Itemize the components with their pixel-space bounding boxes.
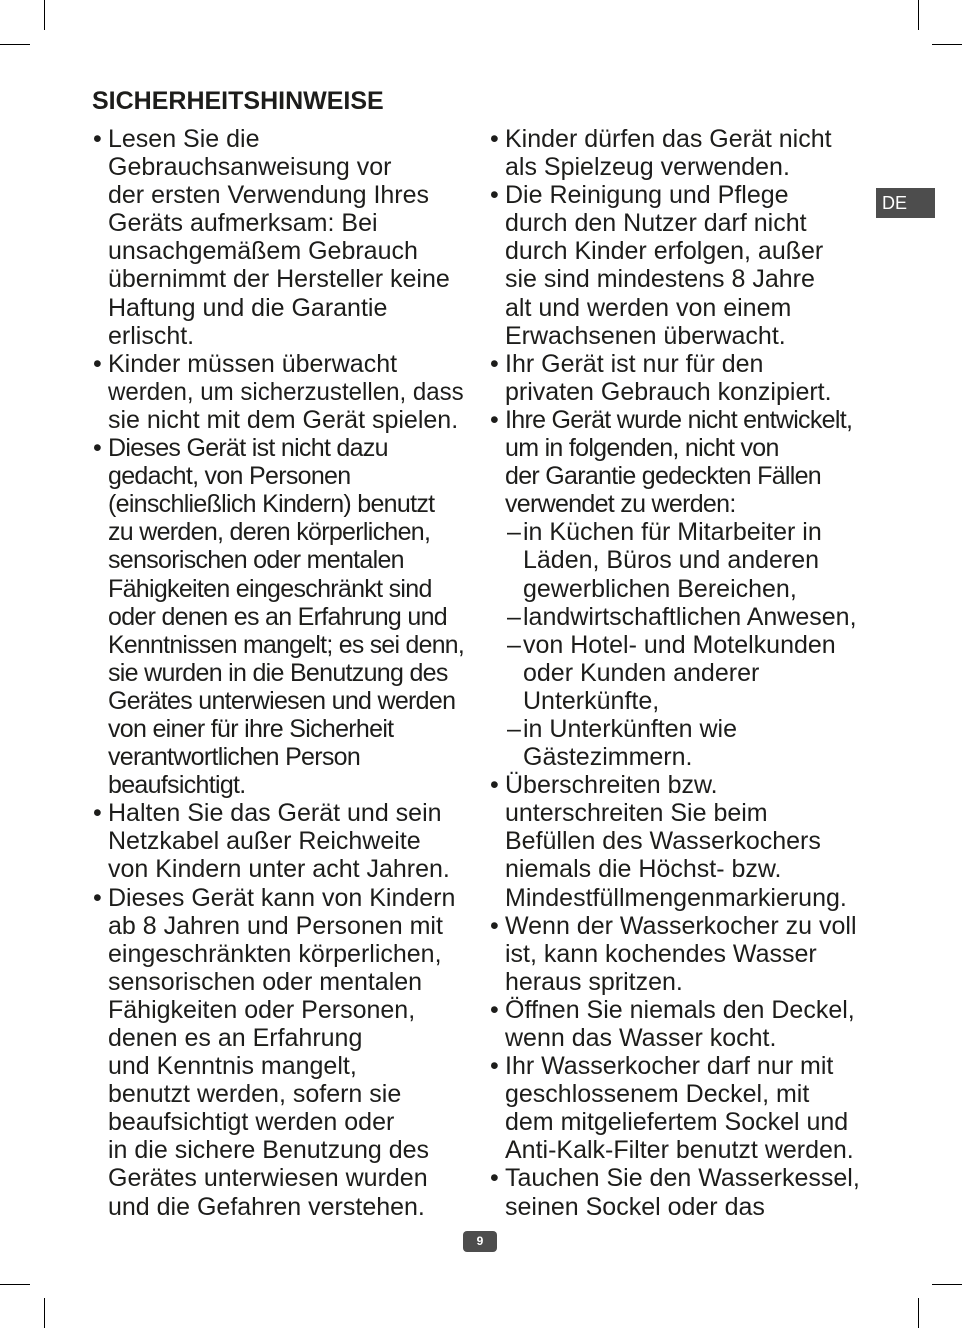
- list-item-text: und Kenntnis mangelt,: [108, 1052, 357, 1081]
- bullet-marker: •: [490, 349, 499, 378]
- list-item-line: [489, 237, 869, 265]
- list-item-text: seinen Sockel oder das: [505, 1192, 765, 1221]
- list-item-text: Haftung und die Garantie: [108, 293, 388, 322]
- list-item-line: [92, 406, 472, 434]
- page-title: SICHERHEITSHINWEISE: [92, 87, 384, 115]
- list-item-text: niemals die Höchst- bzw.: [505, 855, 782, 884]
- list-item-line: [92, 687, 472, 715]
- bullet-marker: •: [93, 799, 102, 828]
- bullet-marker: •: [490, 405, 499, 434]
- sub-list-item-text: Gästezimmern.: [523, 743, 693, 772]
- list-item-line: [489, 771, 869, 799]
- list-item-text: als Spielzeug verwenden.: [505, 153, 790, 182]
- list-item-line: [92, 659, 472, 687]
- list-item-text: Wenn der Wasserkocher zu voll: [505, 911, 857, 940]
- sub-list-item: [489, 631, 869, 715]
- sub-list-item-text: von Hotel- und Motelkunden: [523, 630, 836, 659]
- list-item-text: Mindestfüllmengenmarkierung.: [505, 883, 847, 912]
- list-item-line: [489, 125, 869, 153]
- list-item-line: [489, 968, 869, 996]
- list-item-text: sensorischen oder mentalen: [108, 546, 404, 575]
- list-item-text: beaufsichtigt.: [108, 771, 246, 800]
- list-item-text: Befüllen des Wasserkochers: [505, 827, 821, 856]
- list-item-line: [92, 181, 472, 209]
- list-item-line: [92, 799, 472, 827]
- list-item-line: [489, 1052, 869, 1080]
- list-item: [489, 125, 869, 181]
- list-item-line: [489, 884, 869, 912]
- list-item-text: Kinder dürfen das Gerät nicht: [505, 125, 832, 153]
- list-item-line: [92, 1136, 472, 1164]
- list-item-text: Kenntnissen mangelt; es sei denn,: [108, 630, 465, 659]
- list-item-line: [92, 715, 472, 743]
- list-item-line: [489, 912, 869, 940]
- list-item-line: [92, 434, 472, 462]
- list-item-text: oder denen es an Erfahrung und: [108, 602, 447, 631]
- dash-marker: –: [507, 714, 521, 743]
- list-item-line: [92, 771, 472, 799]
- list-item-text: benutzt werden, sofern sie: [108, 1080, 402, 1109]
- list-item-line: [92, 1052, 472, 1080]
- list-item-line: [92, 237, 472, 265]
- sub-list-item-text: in Unterkünften wie: [523, 714, 738, 743]
- list-item-text: unterschreiten Sie beim: [505, 799, 768, 828]
- list-item-text: Erwachsenen überwacht.: [505, 321, 786, 350]
- list-item: [489, 912, 869, 996]
- list-item-text: verantwortlichen Person: [108, 743, 361, 772]
- sub-list-item-line: [489, 546, 869, 574]
- bullet-marker: •: [490, 1052, 499, 1081]
- right-column: [489, 125, 869, 1221]
- sub-list-item-text: landwirtschaftlichen Anwesen,: [523, 602, 857, 631]
- list-item-line: [489, 1164, 869, 1192]
- list-item: [489, 996, 869, 1052]
- list-item-line: [92, 153, 472, 181]
- list-item-line: [489, 209, 869, 237]
- list-item-line: [489, 996, 869, 1024]
- crop-mark-top-right-horizontal: [932, 44, 962, 45]
- list-item-line: [489, 378, 869, 406]
- list-item-line: [489, 799, 869, 827]
- list-item-line: [489, 1108, 869, 1136]
- list-item-line: [92, 322, 472, 350]
- list-item-text: sie nicht mit dem Gerät spielen.: [108, 405, 459, 434]
- list-item-line: [92, 125, 472, 153]
- list-item-text: Gebrauchsanweisung vor: [108, 153, 392, 182]
- list-item-line: [92, 1164, 472, 1192]
- list-item-line: [92, 575, 472, 603]
- list-item-line: [92, 940, 472, 968]
- dash-marker: –: [507, 630, 521, 659]
- list-item-line: [489, 265, 869, 293]
- dash-marker: –: [507, 518, 521, 547]
- list-item-line: [489, 181, 869, 209]
- bullet-marker: •: [490, 125, 499, 153]
- sub-list-item-text: in Küchen für Mitarbeiter in: [523, 518, 822, 547]
- list-item-line: [489, 1193, 869, 1221]
- list-item-text: Überschreiten bzw.: [505, 771, 718, 800]
- bullet-marker: •: [93, 349, 102, 378]
- list-item: [489, 771, 869, 911]
- list-item-text: um in folgenden, nicht von: [505, 434, 779, 463]
- list-item-line: [489, 1136, 869, 1164]
- sub-list-item-line: [489, 659, 869, 687]
- list-item-text: werden, um sicherzustellen, dass: [108, 377, 464, 406]
- sub-list-item-text: Läden, Büros und anderen: [523, 546, 820, 575]
- list-item-line: [489, 462, 869, 490]
- crop-mark-bottom-right-vertical: [918, 1298, 919, 1328]
- sub-list-item-text: gewerblichen Bereichen,: [523, 574, 797, 603]
- list-item: [489, 181, 869, 350]
- list-item-text: Gerätes unterwiesen wurden: [108, 1164, 428, 1193]
- list-item-text: übernimmt der Hersteller keine: [108, 265, 450, 294]
- list-item-line: [92, 743, 472, 771]
- list-item-line: [92, 603, 472, 631]
- list-item-text: geschlossenem Deckel, mit: [505, 1080, 810, 1109]
- list-item-text: Anti-Kalk-Filter benutzt werden.: [505, 1136, 854, 1165]
- list-item-text: Fähigkeiten oder Personen,: [108, 995, 416, 1024]
- list-item-text: sensorischen oder mentalen: [108, 967, 423, 996]
- list-item-text: ist, kann kochendes Wasser: [505, 939, 817, 968]
- list-item-text: heraus spritzen.: [505, 967, 683, 996]
- list-item-line: [92, 518, 472, 546]
- list-item-line: [489, 322, 869, 350]
- list-item: [489, 406, 869, 771]
- list-item-line: [489, 827, 869, 855]
- list-item: [92, 125, 472, 350]
- list-item-line: [92, 855, 472, 883]
- list-item-text: Ihre Gerät wurde nicht entwickelt,: [505, 405, 853, 434]
- list-item-line: [489, 940, 869, 968]
- crop-mark-bottom-left-horizontal: [0, 1284, 30, 1285]
- list-item-text: Kinder müssen überwacht: [108, 349, 398, 378]
- list-item-text: zu werden, deren körperlichen,: [108, 518, 431, 547]
- list-item-text: Halten Sie das Gerät und sein: [108, 799, 442, 828]
- list-item-line: [92, 546, 472, 574]
- crop-mark-bottom-right-horizontal: [932, 1284, 962, 1285]
- bullet-marker: •: [490, 995, 499, 1024]
- sub-list-item-text: Unterkünfte,: [523, 686, 660, 715]
- list-item-text: durch den Nutzer darf nicht: [505, 209, 807, 238]
- bullet-marker: •: [93, 883, 102, 912]
- list-item-text: denen es an Erfahrung: [108, 1024, 363, 1052]
- list-item-text: Geräts aufmerksam: Bei: [108, 209, 378, 238]
- list-item-text: dem mitgeliefertem Sockel und: [505, 1108, 849, 1137]
- list-item: [489, 1052, 869, 1164]
- list-item-text: wenn das Wasser kocht.: [505, 1024, 777, 1052]
- sub-list-item: [489, 603, 869, 631]
- list-item-line: [489, 294, 869, 322]
- list-item-line: [92, 996, 472, 1024]
- list-item-line: [92, 1024, 472, 1052]
- left-column: [92, 125, 472, 1221]
- sub-list-item-line: [489, 518, 869, 546]
- bullet-marker: •: [490, 911, 499, 940]
- list-item-line: [92, 912, 472, 940]
- list-item-text: Ihr Gerät ist nur für den: [505, 349, 764, 378]
- list-item-line: [489, 1080, 869, 1108]
- list-item-text: Ihr Wasserkocher darf nur mit: [505, 1052, 834, 1081]
- list-item: [92, 350, 472, 434]
- language-tab: DE: [876, 188, 935, 218]
- list-item-line: [92, 209, 472, 237]
- sub-list-item-line: [489, 715, 869, 743]
- sub-list-item-line: [489, 575, 869, 603]
- list-item-text: Tauchen Sie den Wasserkessel,: [505, 1164, 860, 1193]
- list-item-text: verwendet zu werden:: [505, 490, 736, 519]
- list-item-text: ab 8 Jahren und Personen mit: [108, 911, 443, 940]
- list-item-text: sie sind mindestens 8 Jahre: [505, 265, 815, 294]
- list-item-text: Öffnen Sie niemals den Deckel,: [505, 995, 855, 1024]
- sub-list-item: [489, 518, 869, 602]
- list-item-text: in die sichere Benutzung des: [108, 1136, 430, 1165]
- list-item-line: [489, 406, 869, 434]
- list-item-line: [92, 490, 472, 518]
- list-item: [92, 434, 472, 799]
- crop-mark-bottom-left-vertical: [44, 1298, 45, 1328]
- list-item-text: der ersten Verwendung Ihres: [108, 181, 430, 210]
- list-item-line: [92, 462, 472, 490]
- list-item-text: der Garantie gedeckten Fällen: [505, 462, 822, 491]
- list-item-text: Die Reinigung und Pflege: [505, 181, 789, 210]
- list-item-text: Fähigkeiten eingeschränkt sind: [108, 574, 432, 603]
- list-item-line: [92, 350, 472, 378]
- list-item: [489, 350, 869, 406]
- list-item-line: [489, 1024, 869, 1052]
- sub-list-item-text: oder Kunden anderer: [523, 658, 760, 687]
- list-item-line: [92, 884, 472, 912]
- page-number: 9: [463, 1231, 497, 1252]
- list-item: [489, 1164, 869, 1220]
- list-item-text: Gerätes unterwiesen und werden: [108, 686, 456, 715]
- list-item-text: Lesen Sie die: [108, 125, 260, 153]
- crop-mark-top-left-vertical: [44, 0, 45, 30]
- list-item-text: alt und werden von einem: [505, 293, 792, 322]
- list-item-text: (einschließlich Kindern) benutzt: [108, 490, 435, 519]
- list-item-text: unsachgemäßem Gebrauch: [108, 237, 418, 266]
- list-item-line: [92, 265, 472, 293]
- list-item-line: [92, 968, 472, 996]
- list-item-line: [92, 1108, 472, 1136]
- bullet-marker: •: [93, 125, 102, 153]
- list-item-text: von Kindern unter acht Jahren.: [108, 855, 450, 884]
- list-item-text: sie wurden in die Benutzung des: [108, 658, 448, 687]
- list-item-text: erlischt.: [108, 321, 195, 350]
- sub-list-item-line: [489, 743, 869, 771]
- list-item-line: [92, 294, 472, 322]
- list-item-line: [92, 631, 472, 659]
- list-item-text: gedacht, von Personen: [108, 462, 351, 491]
- list-item-text: und die Gefahren verstehen.: [108, 1192, 425, 1221]
- bullet-marker: •: [490, 181, 499, 210]
- list-item-text: Dieses Gerät kann von Kindern: [108, 883, 456, 912]
- crop-mark-top-left-horizontal: [0, 44, 30, 45]
- list-item-text: Dieses Gerät ist nicht dazu: [108, 434, 388, 463]
- sub-list-item-line: [489, 631, 869, 659]
- list-item-line: [489, 153, 869, 181]
- list-item: [92, 884, 472, 1221]
- list-item-line: [92, 827, 472, 855]
- list-item-line: [92, 1193, 472, 1221]
- list-item-line: [489, 855, 869, 883]
- list-item-line: [489, 490, 869, 518]
- crop-mark-top-right-vertical: [918, 0, 919, 30]
- list-item-line: [92, 378, 472, 406]
- list-item-line: [92, 1080, 472, 1108]
- list-item-text: privaten Gebrauch konzipiert.: [505, 377, 832, 406]
- dash-marker: –: [507, 602, 521, 631]
- sub-list-item-line: [489, 687, 869, 715]
- list-item-text: beaufsichtigt werden oder: [108, 1108, 395, 1137]
- list-item: [92, 799, 472, 883]
- bullet-marker: •: [93, 434, 102, 463]
- list-item-text: von einer für ihre Sicherheit: [108, 714, 394, 743]
- list-item-text: durch Kinder erfolgen, außer: [505, 237, 824, 266]
- bullet-marker: •: [490, 1164, 499, 1193]
- bullet-marker: •: [490, 771, 499, 800]
- list-item-line: [489, 350, 869, 378]
- list-item-text: eingeschränkten körperlichen,: [108, 939, 442, 968]
- list-item-line: [489, 434, 869, 462]
- list-item-text: Netzkabel außer Reichweite: [108, 827, 421, 856]
- sub-list-item: [489, 715, 869, 771]
- sub-list-item-line: [489, 603, 869, 631]
